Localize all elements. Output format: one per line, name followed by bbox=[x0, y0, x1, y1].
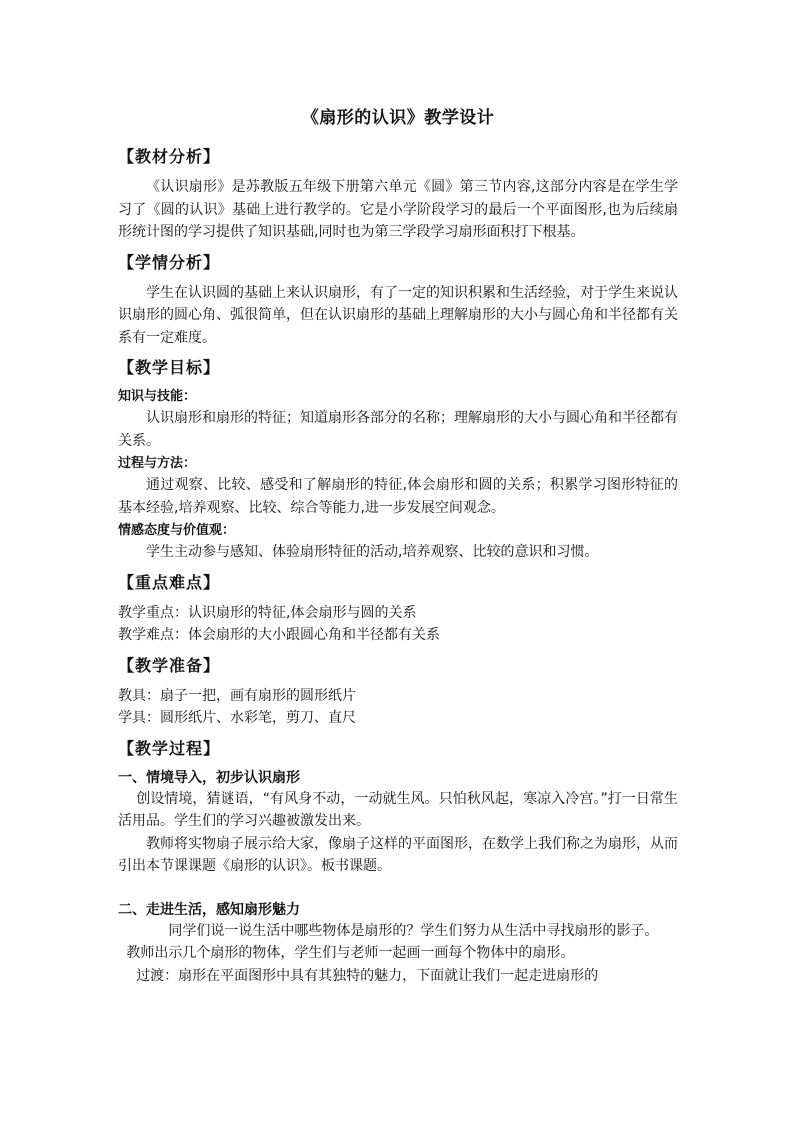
paragraph: 学生主动参与感知、体验扇形特征的活动,培养观察、比较的意识和习惯。 bbox=[146, 544, 599, 560]
process-step-title: 二、走进生活，感知扇形魅力 bbox=[118, 901, 300, 918]
section-heading: 【教学准备】 bbox=[118, 655, 221, 675]
process-step-title: 一、情境导入，初步认识扇形 bbox=[118, 769, 300, 786]
section-preparation bbox=[118, 653, 678, 730]
spacer bbox=[118, 878, 678, 896]
learning-aids-line: 学具：圆形纸片、水彩笔，剪刀、直尺 bbox=[118, 710, 356, 726]
section-textbook-analysis bbox=[118, 144, 678, 244]
document-body bbox=[118, 104, 678, 987]
subheading-knowledge-skills: 知识与技能： bbox=[118, 389, 197, 404]
section-heading: 【重点难点】 bbox=[118, 572, 221, 592]
section-heading: 【教学过程】 bbox=[118, 738, 221, 758]
paragraph: 通过观察、比较、感受和了解扇形的特征,体会扇形和圆的关系；积累学习图形特征的基本经验,培养观察、比较、综合等能力,进一步发展空间观念。 bbox=[118, 477, 678, 516]
paragraph: 《认识扇形》是苏教版五年级下册第六单元《圆》第三节内容,这部分内容是在学生学习了《圆的认识》基础上进行教学的。它是小学阶段学习的最后一个平面图形,也为后续扇形统计图的学习提供了知识基础,同时也为第三学段学习扇形面积打下根基。 bbox=[118, 179, 678, 240]
difficult-point-line: 教学难点：体会扇形的大小跟圆心角和半径都有关系 bbox=[118, 627, 440, 643]
paragraph: 学生在认识圆的基础上来认识扇形，有了一定的知识积累和生活经验，对于学生来说认识扇形的圆心角、弧很简单，但在认识扇形的基础上理解扇形的大小与圆心角和半径都有关系有一定难度。 bbox=[118, 284, 678, 346]
teaching-aids-line: 教具：扇子一把，画有扇形的圆形纸片 bbox=[118, 687, 356, 704]
paragraph: 创设情境，猜谜语，“有风身不动，一动就生风。只怕秋风起，寒凉入冷宫。”打一日常生活用品。学生们的学习兴趣被激发出来。 bbox=[118, 790, 678, 829]
paragraph: 认识扇形和扇形的特征；知道扇形各部分的名称；理解扇形的大小与圆心角和半径都有关系。 bbox=[118, 410, 678, 449]
section-heading: 【教材分析】 bbox=[118, 147, 221, 166]
section-teaching-goals bbox=[118, 355, 678, 564]
paragraph: 同学们说一说生活中哪些物体是扇形的？学生们努力从生活中寻找扇形的影子。 bbox=[168, 922, 659, 939]
key-point-line: 教学重点：认识扇形的特征,体会扇形与圆的关系 bbox=[118, 604, 417, 621]
paragraph: 过渡：扇形在平面图形中具有其独特的魅力，下面就让我们一起走进扇形的 bbox=[136, 967, 599, 984]
section-teaching-process bbox=[118, 736, 678, 988]
document-title: 《扇形的认识》教学设计 bbox=[301, 108, 495, 128]
subheading-attitude-values: 情感态度与价值观： bbox=[118, 523, 236, 538]
section-key-points bbox=[118, 570, 678, 647]
paragraph: 教师将实物扇子展示给大家，像扇子这样的平面图形，在数学上我们称之为扇形，从而引出本节课课题《扇形的认识》。板书课题。 bbox=[118, 835, 678, 874]
paragraph: 教师出示几个扇形的物体，学生们与老师一起画一画每个物体中的扇形。 bbox=[126, 945, 575, 961]
subheading-process-method: 过程与方法： bbox=[118, 456, 197, 471]
section-student-analysis bbox=[118, 250, 678, 350]
section-heading: 【学情分析】 bbox=[118, 252, 221, 272]
section-heading: 【教学目标】 bbox=[118, 358, 221, 377]
